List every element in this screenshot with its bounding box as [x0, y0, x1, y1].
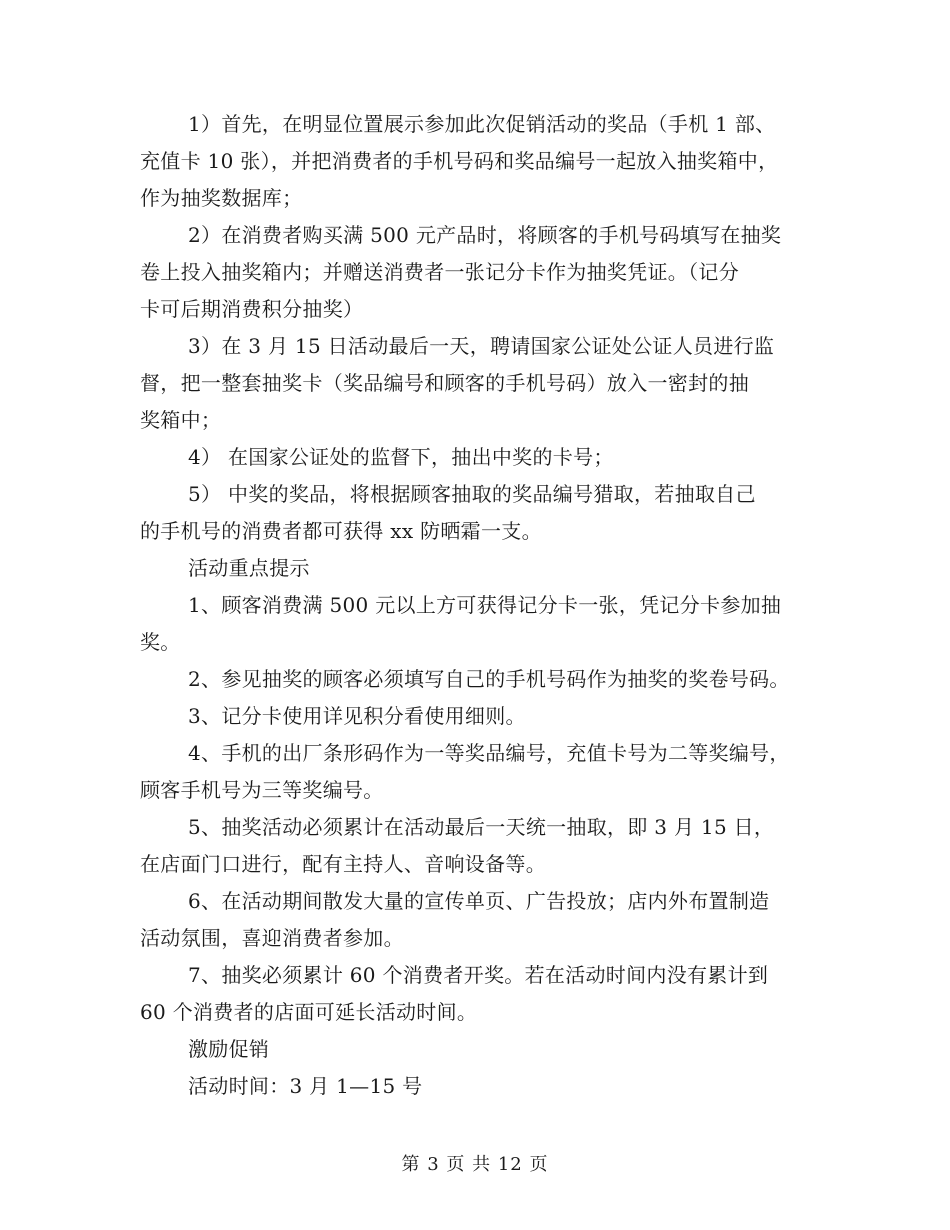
text-line: 卡可后期消费积分抽奖）: [140, 297, 364, 321]
text-line: 7、抽奖必须累计 60 个消费者开奖。若在活动时间内没有累计到: [188, 963, 769, 987]
text-line: 3）在 3 月 15 日活动最后一天，聘请国家公证处公证人员进行监: [188, 334, 775, 358]
document-body: [140, 106, 830, 1105]
text-line: 1、顾客消费满 500 元以上方可获得记分卡一张，凭记分卡参加抽: [188, 593, 782, 617]
text-line: 60 个消费者的店面可延长活动时间。: [140, 1000, 478, 1024]
text-line: 2、参见抽奖的顾客必须填写自己的手机号码作为抽奖的奖卷号码。: [188, 667, 790, 691]
text-line: 活动重点提示: [188, 556, 310, 580]
text-line: 奖。: [140, 630, 181, 654]
page-number-footer: 第 3 页 共 12 页: [401, 1154, 549, 1175]
text-line: 在店面门口进行，配有主持人、音响设备等。: [140, 852, 546, 876]
text-line: 2）在消费者购买满 500 元产品时，将顾客的手机号码填写在抽奖: [188, 223, 782, 247]
text-line: 顾客手机号为三等奖编号。: [140, 778, 384, 802]
text-line: 5、抽奖活动必须累计在活动最后一天统一抽取，即 3 月 15 日，: [188, 815, 775, 839]
text-line: 的手机号的消费者都可获得 xx 防晒霜一支。: [140, 519, 542, 543]
text-line: 激励促销: [188, 1037, 270, 1061]
text-line: 作为抽奖数据库；: [140, 186, 303, 210]
text-line: 卷上投入抽奖箱内；并赠送消费者一张记分卡作为抽奖凭证。（记分: [140, 260, 739, 284]
text-line: 督，把一整套抽奖卡（奖品编号和顾客的手机号码）放入一密封的抽: [140, 371, 749, 395]
text-line: 活动氛围，喜迎消费者参加。: [140, 926, 404, 950]
text-line: 6、在活动期间散发大量的宣传单页、广告投放；店内外布置制造: [188, 889, 770, 913]
text-line: 3、记分卡使用详见积分看使用细则。: [188, 704, 526, 728]
text-line: 4、手机的出厂条形码作为一等奖品编号，充值卡号为二等奖编号，: [188, 741, 790, 765]
text-line: 5） 中奖的奖品，将根据顾客抽取的奖品编号猎取，若抽取自己: [188, 482, 756, 506]
text-line: 4） 在国家公证处的监督下，抽出中奖的卡号；: [188, 445, 614, 469]
text-line: 奖箱中；: [140, 408, 222, 432]
text-line: 活动时间：3 月 1—15 号: [188, 1074, 423, 1098]
text-line: 充值卡 10 张），并把消费者的手机号码和奖品编号一起放入抽奖箱中，: [140, 149, 779, 173]
text-line: 1）首先，在明显位置展示参加此次促销活动的奖品（手机 1 部、: [188, 112, 776, 136]
